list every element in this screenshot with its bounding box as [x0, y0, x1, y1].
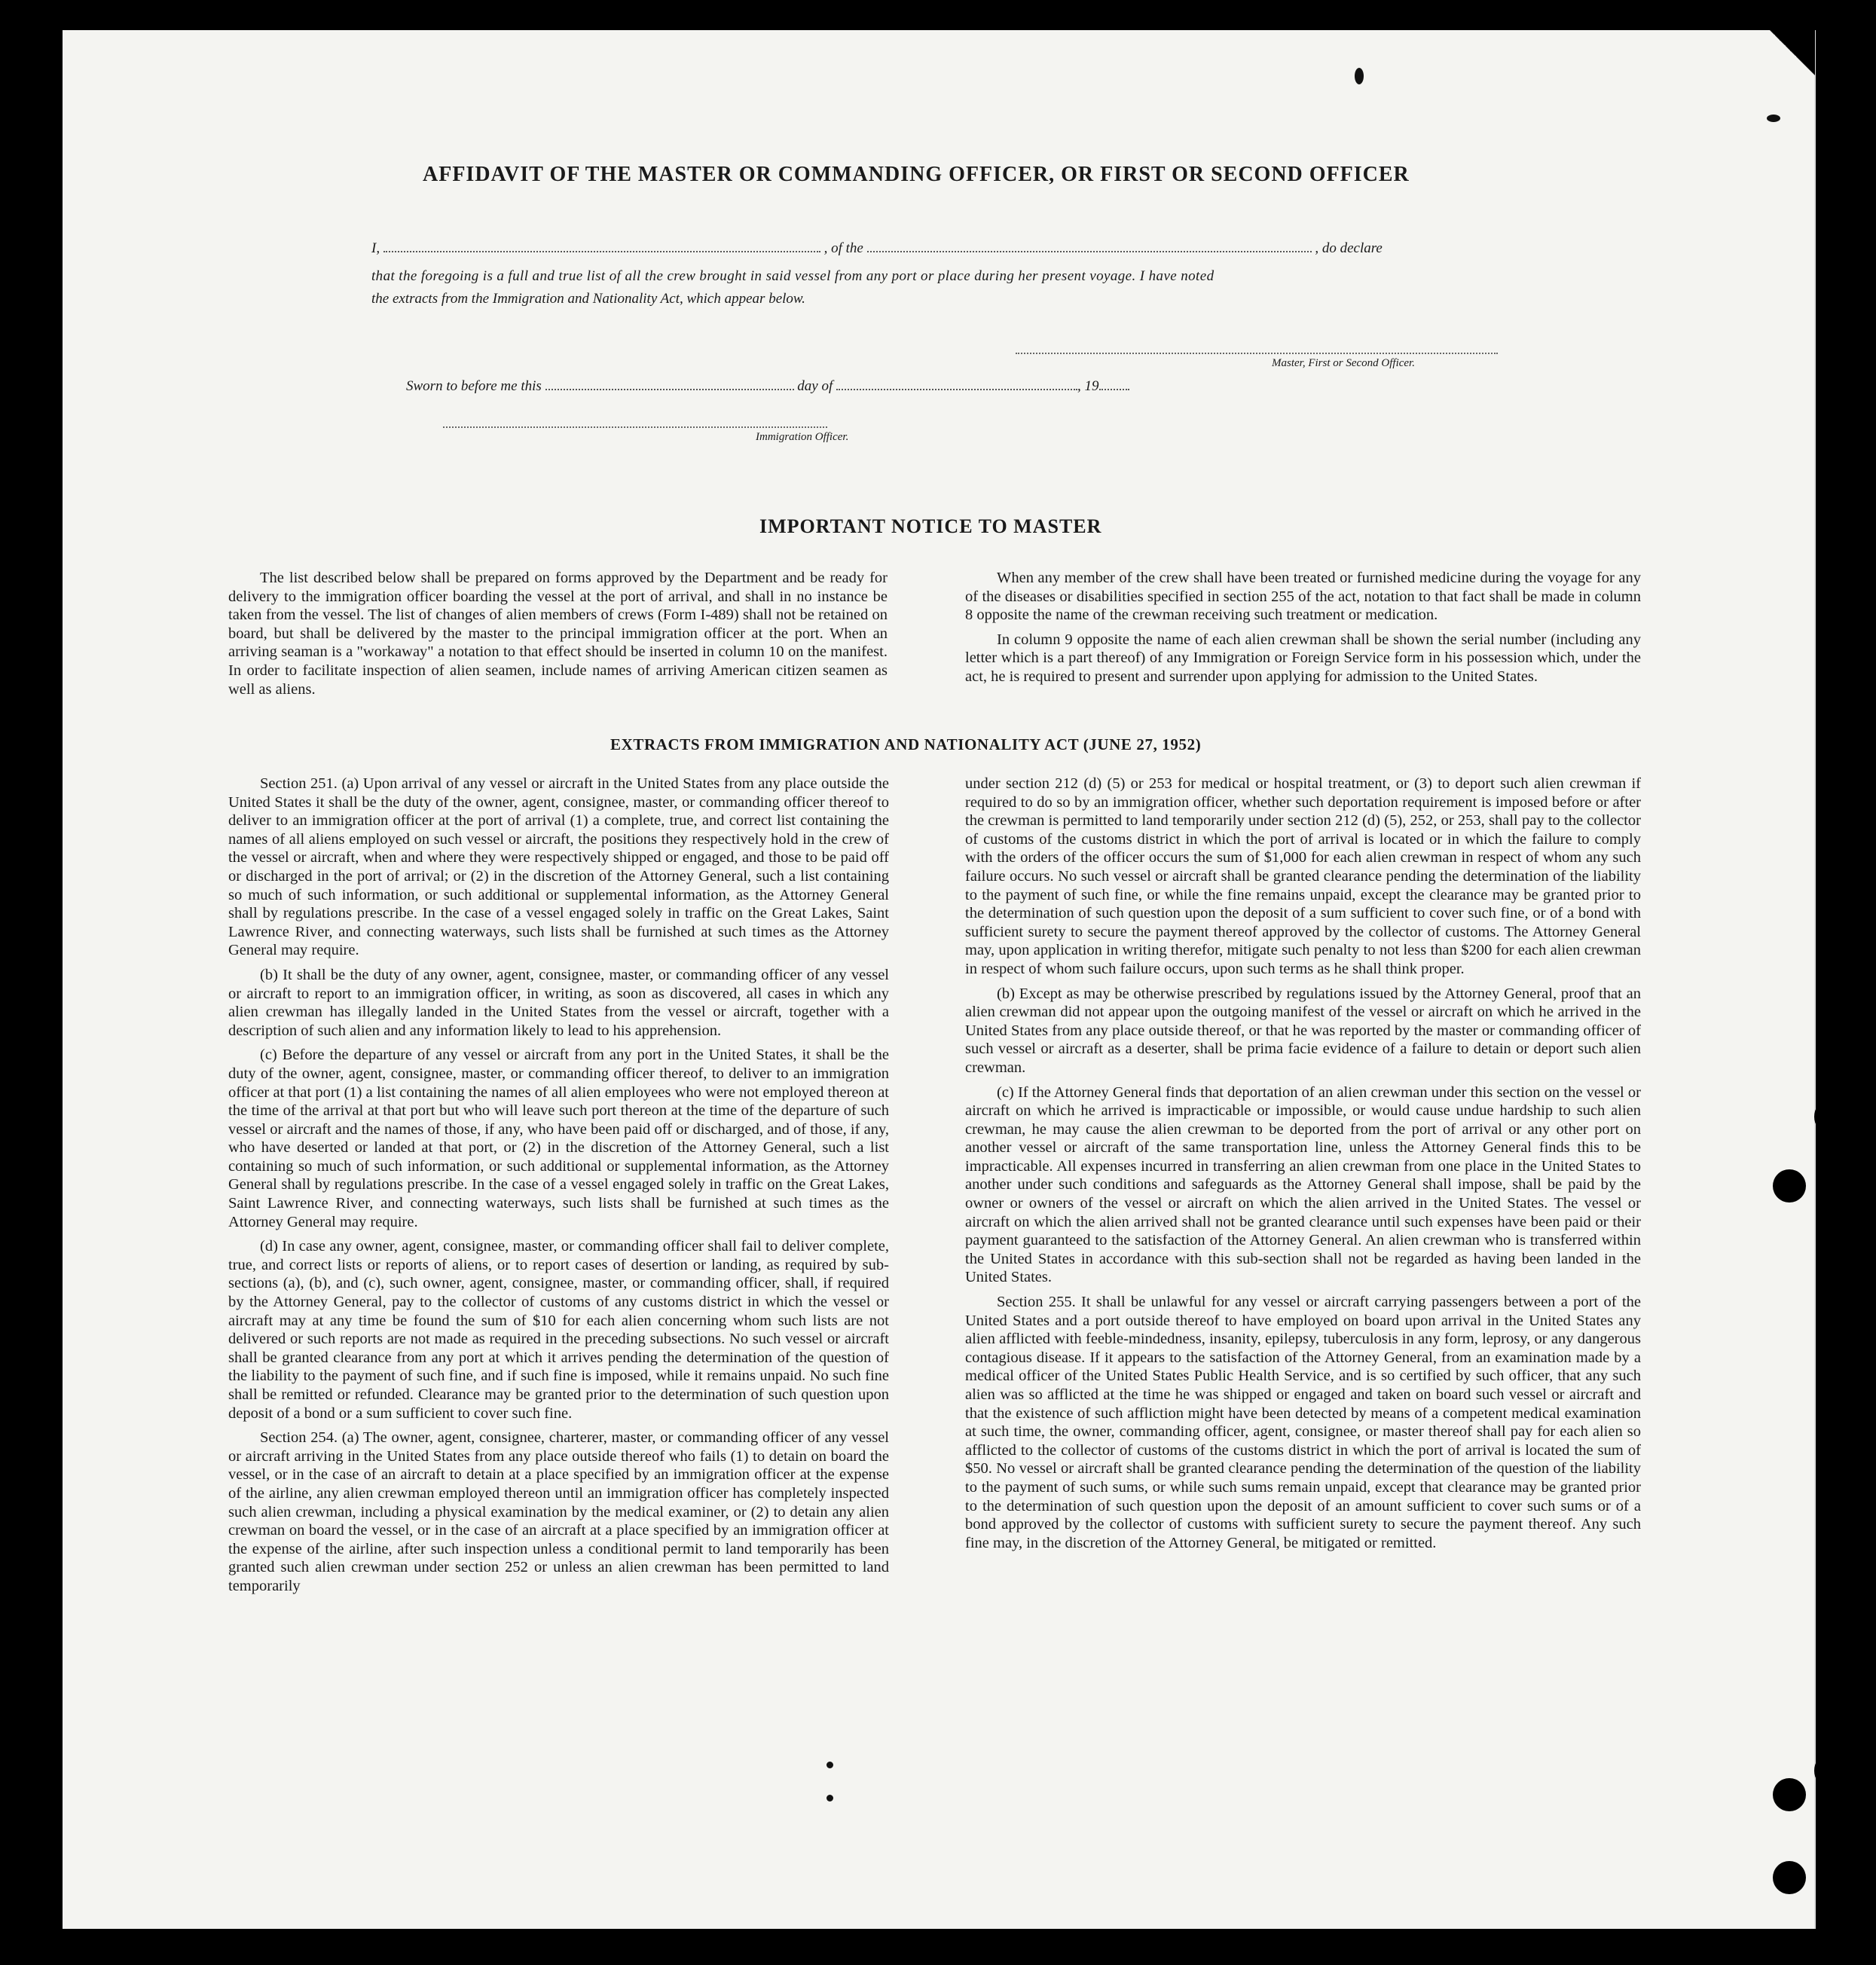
notice-right-column — [965, 569, 1641, 692]
section-251-d: (d) In case any owner, agent, consignee, master, or commanding officer shall fail to deliver complete, true, and correct lists or reports of aliens, or to report cases of desertion or landing, as required by sub-sections (a), (b), and (c), such owner, agent, consignee, master, or commanding officer, shall, if required by the Attorney General, pay to the collector of customs of any customs district in which the vessel or aircraft may at any time be found the sum of $10 for each alien concerning whom such lists are not delivered or such reports are not made as required in the preceding subsections. No such vessel or aircraft shall be granted clearance from any port at which it arrives pending the determination of the question of the liability to the payment of such fine, and if such fine is imposed, while it remains unpaid. No such fine shall be remitted or refunded. Clearance may be granted prior to the determination of such question upon deposit of a bond or a sum sufficient to cover such fine. — [228, 1238, 889, 1422]
sworn-year-prefix: , 19 — [1077, 378, 1099, 394]
punch-hole — [1773, 1778, 1806, 1811]
section-255: Section 255. It shall be unlawful for any vessel or aircraft carrying passengers between a port of the United States and a port outside thereof to have employed on board upon arrival in the United States any alien afflicted with feeble-mindedness, insanity, epilepsy, tuberculosis in any form, leprosy, or any dangerous contagious disease. If it appears to the satisfaction of the Attorney General, from an examination made by a medical officer of the United States Public Health Service, and is so certified by such officer, that any such alien was so afflicted at the time he was shipped or engaged and taken on board such vessel or aircraft and that the existence of such affliction might have been detected by means of a competent medical examination at such time, the owner, commanding officer, agent, consignee, or master thereof shall pay for each alien so afflicted to the collector of customs of the customs district in which the port of arrival is located the sum of $50. No vessel or aircraft shall be granted clearance pending the determination of the question of the liability to the payment of such sums, or while such sums remain unpaid, except that clearance may be granted prior to the determination of such question upon the deposit of an amount sufficient to cover such sums or of a bond approved by the collector of customs with sufficient surety to secure the payment thereof. Any such fine may, in the discretion of the Attorney General, be mitigated or remitted. — [965, 1294, 1641, 1551]
section-254-a: Section 254. (a) The owner, agent, consignee, charterer, master, or commanding officer of any vessel or aircraft arriving in the United States from any place outside thereof who fails (1) to detain on board the vessel, or in the case of an aircraft to detain at a place specified by an immigration officer at the expense of the airline, any alien crewman employed thereon until an immigration officer has completely inspected such alien crewman, including a physical examination by the medical examiner, or (2) to detain any alien crewman on board the vessel, or in the case of an aircraft at a place specified by an immigration officer at the expense of the airline, after such inspection unless a conditional permit to land temporarily has been granted such alien crewman under section 252 or unless an alien crewman has been permitted to land temporarily — [228, 1429, 889, 1594]
officer-signature-line — [443, 426, 827, 428]
sworn-day-of: day of — [797, 378, 833, 394]
punch-hole-edge — [1814, 1756, 1837, 1786]
declarant-name-field — [383, 240, 820, 252]
sworn-year-field — [1099, 378, 1129, 390]
declare-suffix: , do declare — [1315, 240, 1383, 256]
ink-mark — [826, 1762, 833, 1768]
ink-mark — [826, 1795, 833, 1802]
declaration-line-3: the extracts from the Immigration and Nationality Act, which appear below. — [371, 291, 805, 307]
sworn-prefix: Sworn to before me this — [406, 378, 542, 394]
ink-mark — [1767, 115, 1780, 122]
affidavit-title: AFFIDAVIT OF THE MASTER OR COMMANDING OFFICER, OR FIRST OR SECOND OFFICER — [423, 163, 1410, 186]
notice-left-column — [228, 569, 888, 704]
master-signature-line — [1016, 353, 1498, 354]
notice-right-paragraph-2: In column 9 opposite the name of each alien crewman shall be shown the serial number (including any letter which is a part thereof) of any Immigration or Foreign Service form in his possession which, under the act, he is required to present and surrender upon applying for admission to the United States. — [965, 631, 1641, 685]
punch-hole-edge — [1814, 1102, 1837, 1132]
notice-left-paragraph: The list described below shall be prepared on forms approved by the Department and be ready for delivery to the immigration officer boarding the vessel at the port of arrival, and shall in no instance be taken from the vessel. The list of changes of alien members of crews (Form I-489) shall not be retained on board, but shall be delivered by the master to the principal immigration officer at the port. When an arriving seaman is a "workaway" a notation to that effect should be inserted in column 10 on the manifest. In order to facilitate inspection of alien seamen, include names of arriving American citizen seamen as well as aliens. — [228, 570, 888, 698]
notice-right-paragraph-1: When any member of the crew shall have been treated or furnished medicine during the voyage for any of the diseases or disabilities specified in section 255 of the act, notation to that fact shall be made in column 8 opposite the name of the crewman receiving such treatment or medication. — [965, 570, 1641, 624]
document-page — [63, 30, 1816, 1929]
sworn-month-field — [836, 378, 1077, 390]
punch-hole — [1773, 1169, 1806, 1203]
extracts-title: EXTRACTS FROM IMMIGRATION AND NATIONALITY ACT (JUNE 27, 1952) — [610, 735, 1202, 753]
declarant-prefix: I, — [371, 240, 380, 256]
section-251-c: (c) Before the departure of any vessel or aircraft from any port in the United States, it shall be the duty of the owner, agent, consignee, master, or commanding officer thereof, to deliver to an immigration officer at that port (1) a list containing the names of all alien employees who were not employed thereon at the time of the arrival at that port but who will leave such port thereon at the time of the departure of such vessel or aircraft and the names of those, if any, who have been paid off or discharged, and of those, if any, who have deserted or landed at that port, or (2) in the discretion of the Attorney General, such a list containing so much of such information, or such additional or supplemental information, as the Attorney General shall by regulations prescribe. In the case of a vessel engaged solely in traffic on the Great Lakes, Saint Lawrence River, and connecting waterways, such lists shall be furnished at such times as the Attorney General may require. — [228, 1047, 889, 1230]
section-254-c: (c) If the Attorney General finds that deportation of an alien crewman under this section on the vessel or aircraft on which he arrived is impracticable or impossible, or would cause undue hardship to such alien crewman, he may cause the alien crewman to be deported from the port of arrival or any other port on another vessel or aircraft of the same transportation line, unless the Attorney General finds this to be impracticable. All expenses incurred in transferring an alien crewman from one place in the United States to another under such conditions and safeguards as the Attorney General shall impose, shall be paid by the owner or owners of the vessel or aircraft on which the alien arrived in the United States. The vessel or aircraft on which the alien arrived shall not be granted clearance until such expenses have been paid or their payment guaranteed to the satisfaction of the Attorney General. An alien crewman who is transferred within the United States in accordance with this sub-section shall not be regarded as having been landed in the United States. — [965, 1083, 1641, 1286]
section-251-a: Section 251. (a) Upon arrival of any vessel or aircraft in the United States from any place outside the United States it shall be the duty of the owner, agent, consignee, master, or commanding officer thereof to deliver to an immigration officer at the port of arrival (1) a complete, true, and correct list containing the names of all aliens employed on such vessel or aircraft, the positions they respectively hold in the crew of the vessel or aircraft, when and where they were respectively shipped or engaged, and those to be paid off or discharged in the port of arrival; or (2) in the discretion of the Attorney General, such a list containing so much of such information, or such additional or supplemental information, as the Attorney General shall by regulations prescribe. In the case of a vessel engaged solely in traffic on the Great Lakes, Saint Lawrence River, and connecting waterways, such lists shall be furnished at such times as the Attorney General may require. — [228, 775, 889, 959]
vessel-name-field — [867, 240, 1312, 252]
declaration-line-2: that the foregoing is a full and true list of all the crew brought in said vessel from any port or place during her present voyage. I have noted — [371, 268, 1215, 284]
extracts-left-column — [228, 775, 889, 1602]
extracts-right-column — [965, 775, 1641, 1558]
vessel-prefix: , of the — [823, 240, 863, 256]
officer-signature-label: Immigration Officer. — [756, 431, 849, 443]
sworn-day-field — [545, 378, 794, 390]
sworn-line — [406, 378, 1129, 395]
section-254-a-continued: under section 212 (d) (5) or 253 for medical or hospital treatment, or (3) to deport such alien crewman if required to do so by an immigration officer, whether such deportation requirement is imposed before or after the crewman is permitted to land temporarily under section 212 (d) (5), 252, or 253, shall pay to the collector of customs of the customs district in which the port of arrival is located or in which the failure to comply with the orders of the officer occurs the sum of $1,000 for each alien crewman in respect of whom any such failure occurs. No such vessel or aircraft shall be granted clearance pending the determination of the liability to the payment of such fine, or while the fine remains unpaid, except the clearance may be granted prior to the determination of such question upon the deposit of a sum sufficient to cover such fine, or of a bond with sufficient surety to secure the payment thereof approved by the collector of customs. The Attorney General may, upon application in writing therefor, mitigate such penalty to not less than $200 for each alien crewman in respect of whom such failure occurs, upon such terms as he shall think proper. — [965, 775, 1641, 977]
ink-mark — [1355, 68, 1364, 84]
section-251-b: (b) It shall be the duty of any owner, agent, consignee, master, or commanding officer of any vessel or aircraft to report to an immigration officer, in writing, as soon as discovered, all cases in which any alien crewman has illegally landed in the United States from the vessel or aircraft, together with a description of such alien and any information likely to lead to his apprehension. — [228, 966, 889, 1039]
notice-title: IMPORTANT NOTICE TO MASTER — [759, 515, 1102, 537]
section-254-b: (b) Except as may be otherwise prescribed by regulations issued by the Attorney General, proof that an alien crewman did not appear upon the outgoing manifest of the vessel or aircraft on which he arrived in the United States from any place outside thereof, or that he was reported by the master or commanding officer of such vessel or aircraft as a deserter, shall be prima facie evidence of a failure to detain or deport such alien crewman. — [965, 985, 1641, 1076]
master-signature-label: Master, First or Second Officer. — [1272, 357, 1415, 369]
punch-hole — [1773, 1861, 1806, 1894]
declaration-line-1 — [371, 240, 1383, 257]
